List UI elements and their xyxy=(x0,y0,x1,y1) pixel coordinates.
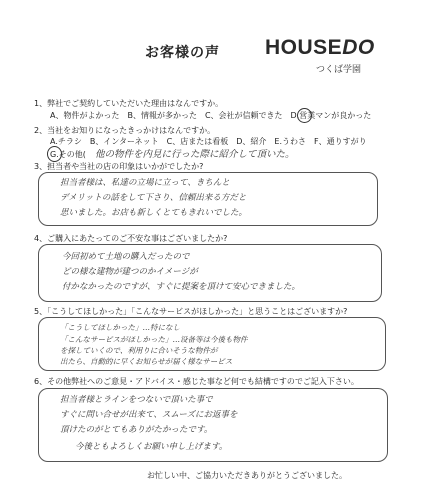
q5-answer-line: 出たら、自動的に早くお知らせが届く様なサービス xyxy=(60,357,233,366)
q6-answer-line: 今後ともよろしくお願い申し上げます。 xyxy=(75,442,228,452)
question-5: 5、「こうしてほしかった」「こんなサービスがほしかった」と思うことはございますか? xyxy=(34,307,348,316)
q1-options: A、物件がよかった B、情報が多かった C、会社が信頼できた D.営業マンが良かった xyxy=(50,111,372,120)
page-title: お客様の声 xyxy=(145,45,220,61)
footer-thanks: お忙しい中、ご協力いただきありがとうございました。 xyxy=(147,471,347,480)
question-6: 6、その他弊社へのご意見・アドバイス・感じた事など何でも結構ですのでご記入下さい。 xyxy=(34,377,359,386)
q5-answer-line: を探していくので、利用りに合いそうな物件が xyxy=(60,346,218,355)
logo-accent: DO xyxy=(342,36,375,59)
q2-answer: 他の物件を内見に行った際に紹介して頂いた。 xyxy=(95,149,295,160)
q3-answer-line: 担当者様は、私達の立場に立って、きちんと xyxy=(60,178,230,188)
q3-answer-line: 思いました。お店も新しくとてもきれいでした。 xyxy=(60,208,248,218)
q2-other-label: G.その他( xyxy=(50,150,86,159)
q5-answer-line: 「こんなサービスがほしかった」…设备等は今後も物件 xyxy=(60,335,248,344)
q3-answer-line: デメリットの話をして下さり、信頼出来る方だと xyxy=(60,193,247,203)
q6-answer-line: 頂けたのがとてもありがたかったです。 xyxy=(60,425,213,435)
q6-answer-line: 担当者様とラインをつないで頂いた事で xyxy=(60,395,213,405)
question-3: 3、担当者や当社の店の印象はいかがでしたか? xyxy=(34,162,204,171)
q6-answer-line: すぐに問い合せが出来て、スムーズにお返事を xyxy=(60,410,238,420)
q1-answer-circle xyxy=(297,108,312,123)
q4-answer-line: どの様な建物が建つのかイメージが xyxy=(62,267,198,277)
question-1: 1、弊社でご契約していただいた理由はなんですか。 xyxy=(34,99,224,108)
question-4: 4、ご購入にあたってのご不安な事はございましたか? xyxy=(34,234,228,243)
q4-answer-line: 今回初めて土地の購入だったので xyxy=(62,252,190,262)
branch-name: つくば学園 xyxy=(316,65,362,75)
question-2: 2、当社をお知りになったきっかけはなんですか。 xyxy=(34,126,216,135)
housedo-logo xyxy=(265,36,375,60)
q2-answer-circle xyxy=(47,146,62,162)
q2-options: A.チラシ B、インターネット C、店または看板 D、紹介 E.うわさ F、通りすがり xyxy=(50,137,367,146)
q4-answer-line: 付かなかったのですが、すぐに提案を頂けて安心できました。 xyxy=(62,282,301,292)
logo-main: HOUSE xyxy=(265,36,343,59)
q5-answer-line: 「こうしてほしかった」…特になし xyxy=(60,323,180,332)
